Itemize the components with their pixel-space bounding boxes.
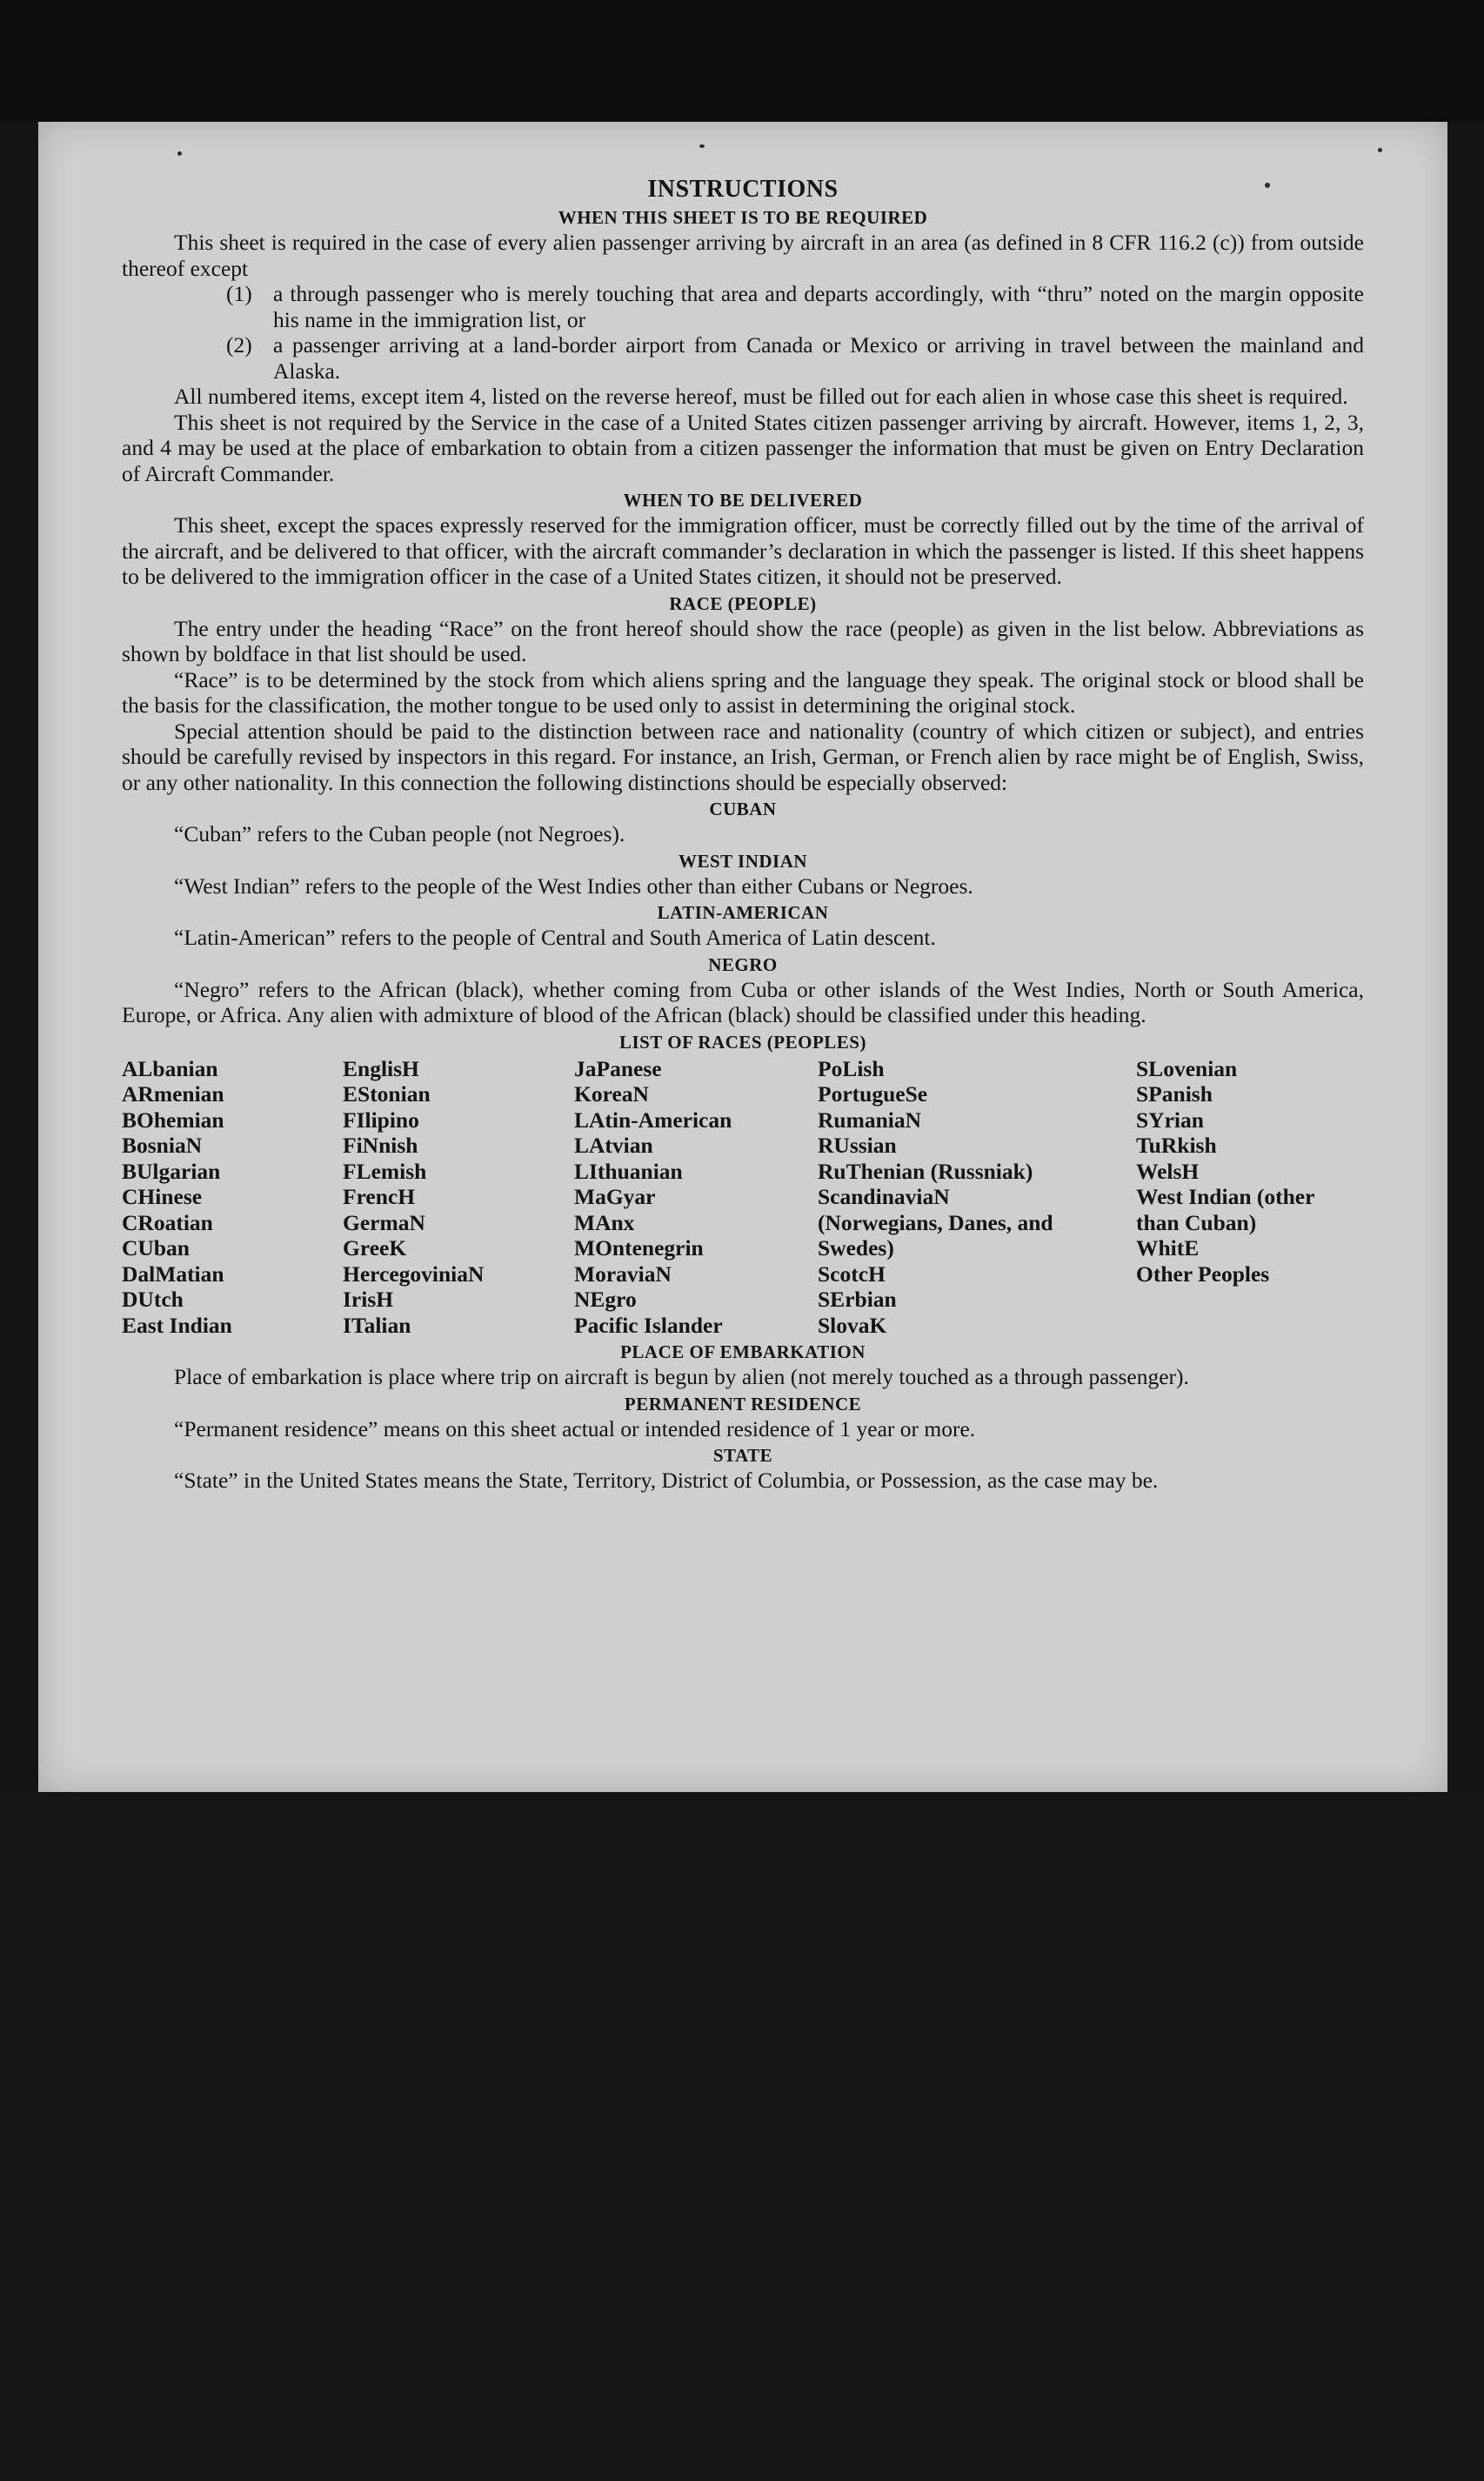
race-column-5 xyxy=(1136,1056,1362,1339)
race-entry: FLemish xyxy=(343,1158,427,1184)
race-entry: West Indian (other than Cuban) xyxy=(1136,1184,1314,1235)
race-entry: ALbanian xyxy=(122,1055,218,1081)
race-entry: BOhemian xyxy=(122,1107,224,1133)
race-entry: East Indian xyxy=(122,1312,232,1338)
race-entry: IrisH xyxy=(343,1287,394,1312)
heading-when-required: WHEN THIS SHEET IS TO BE REQUIRED xyxy=(558,207,928,228)
when-required-intro: This sheet is required in the case of every alien passenger arriving by aircraft in an area (as defined in 8 CFR 116.2 (c)) from outside thereof except xyxy=(122,230,1364,281)
race-entry: WelsH xyxy=(1136,1158,1200,1184)
residence-text: “Permanent residence” means on this sheet actual or intended residence of 1 year or more. xyxy=(174,1415,976,1441)
scan-speck xyxy=(699,144,705,148)
definition-west-indian: “West Indian” refers to the people of the West Indies other than either Cubans or Negroes. xyxy=(174,873,973,899)
scan-speck xyxy=(1378,148,1382,152)
race-entry: DalMatian xyxy=(122,1261,224,1287)
race-entry: FIlipino xyxy=(343,1107,419,1133)
definition-negro: “Negro” refers to the African (black), whether coming from Cuba or other islands of the West Indies, North or South America, Europe, or Africa. Any alien with admixture of blood of the African (black) should be classified under this heading. xyxy=(122,976,1364,1027)
race-column-3 xyxy=(574,1056,818,1339)
exception-text: a passenger arriving at a land-border airport from Canada or Mexico or arriving in travel between the mainland and Alaska. xyxy=(273,332,1364,384)
exception-item-2 xyxy=(122,332,1364,384)
numbered-items-paragraph: All numbered items, except item 4, listed on the reverse hereof, must be filled out for each alien in whose case this sheet is required. xyxy=(174,384,1348,409)
race-entry: Other Peoples xyxy=(1136,1261,1270,1287)
race-entry: GermaN xyxy=(343,1209,425,1235)
race-entry: RuThenian (Russniak) xyxy=(818,1158,1033,1184)
race-entry: PortugueSe xyxy=(818,1081,928,1107)
heading-west-indian: WEST INDIAN xyxy=(678,850,808,872)
instruction-sheet xyxy=(38,122,1447,1792)
heading-when-delivered: WHEN TO BE DELIVERED xyxy=(623,490,863,511)
scan-speck xyxy=(177,151,182,156)
race-entry: NEgro xyxy=(574,1287,637,1312)
definition-latin-american: “Latin-American” refers to the people of Central and South America of Latin descent. xyxy=(174,925,936,950)
heading-negro: NEGRO xyxy=(708,953,778,975)
state-text: “State” in the United States means the State, Territory, District of Columbia, or Possession, as the case may be. xyxy=(174,1468,1159,1493)
heading-latin-american: LATIN-AMERICAN xyxy=(657,902,829,923)
race-entry: BUlgarian xyxy=(122,1158,221,1184)
race-entry: ARmenian xyxy=(122,1081,224,1107)
race-entry: FrencH xyxy=(343,1184,416,1209)
heading-list-of-races: LIST OF RACES (PEOPLES) xyxy=(619,1031,866,1053)
race-entry: ScotcH xyxy=(818,1261,886,1287)
race-entry: JaPanese xyxy=(574,1055,662,1081)
race-entry: CUban xyxy=(122,1235,190,1261)
race-entry: Pacific Islander xyxy=(574,1312,723,1338)
race-entry: GreeK xyxy=(343,1235,407,1261)
race-entry: SLovenian xyxy=(1136,1055,1238,1081)
race-entry: MoraviaN xyxy=(574,1261,672,1287)
heading-race: RACE (PEOPLE) xyxy=(669,592,817,614)
race-entry: RUssian xyxy=(818,1133,897,1158)
exception-number: (1) xyxy=(226,281,252,306)
exception-number: (2) xyxy=(226,332,252,358)
race-entry: LAtvian xyxy=(574,1133,653,1158)
race-entry: EStonian xyxy=(343,1081,431,1107)
race-entry: CRoatian xyxy=(122,1209,213,1235)
exception-text: a through passenger who is merely touching that area and departs accordingly, with “thru” noted on the margin opposite his name in the immigration list, or xyxy=(273,281,1364,332)
race-entry: WhitE xyxy=(1136,1235,1200,1261)
heading-state: STATE xyxy=(712,1445,773,1466)
race-entry: MOntenegrin xyxy=(574,1235,704,1261)
race-entry: SYrian xyxy=(1136,1107,1204,1133)
race-entry: SlovaK xyxy=(818,1312,887,1338)
race-entry: FiNnish xyxy=(343,1133,418,1158)
race-entry: TuRkish xyxy=(1136,1133,1217,1158)
race-list-table xyxy=(122,1056,1364,1339)
scan-background-top xyxy=(0,0,1484,122)
embarkation-text: Place of embarkation is place where trip on aircraft is begun by alien (not merely touched as a through passenger). xyxy=(174,1364,1189,1389)
race-entry: EnglisH xyxy=(343,1055,419,1081)
race-entry: RumaniaN xyxy=(818,1107,922,1133)
race-entry: ScandinaviaN (Norwegians, Danes, and Swedes) xyxy=(818,1184,1053,1261)
race-entry: DUtch xyxy=(122,1287,184,1312)
race-entry: MaGyar xyxy=(574,1184,656,1209)
when-delivered-text: This sheet, except the spaces expressly reserved for the immigration officer, must be correctly filled out by the time of the arrival of the aircraft, and be delivered to that officer, with the aircraft commander’s declaration in which the passenger is listed. If this sheet happens to be delivered to the immigration officer in the case of a United States citizen, it should not be preserved. xyxy=(122,512,1364,589)
race-entry: BosniaN xyxy=(122,1133,203,1158)
race-entry: MAnx xyxy=(574,1209,635,1235)
race-entry: SPanish xyxy=(1136,1081,1213,1107)
race-entry: KoreaN xyxy=(574,1081,649,1107)
race-entry: LIthuanian xyxy=(574,1158,683,1184)
race-column-2 xyxy=(343,1056,574,1339)
race-paragraph-3: Special attention should be paid to the distinction between race and nationality (country of which citizen or subject), and entries should be carefully revised by inspectors in this regard. For instance, an Irish, German, or French alien by race might be of English, Swiss, or any other nationality. In this connection the following distinctions should be especially observed: xyxy=(122,718,1364,795)
definition-cuban: “Cuban” refers to the Cuban people (not Negroes). xyxy=(174,821,625,846)
citizen-paragraph: This sheet is not required by the Service in the case of a United States citizen passenger arriving by aircraft. However, items 1, 2, 3, and 4 may be used at the place of embarkation to obtain from a citizen passenger the information that must be given on Entry Declaration of Aircraft Commander. xyxy=(122,409,1364,486)
scan-background-bottom xyxy=(0,1792,1484,2481)
scan-speck xyxy=(1265,183,1270,188)
heading-cuban: CUBAN xyxy=(709,799,777,819)
race-entry: LAtin-American xyxy=(574,1107,732,1133)
page-title: INSTRUCTIONS xyxy=(647,176,839,203)
race-entry: PoLish xyxy=(818,1055,885,1081)
exception-item-1 xyxy=(122,281,1364,332)
race-entry: SErbian xyxy=(818,1287,897,1312)
race-entry: HercegoviniaN xyxy=(343,1261,485,1287)
race-paragraph-1: The entry under the heading “Race” on the front hereof should show the race (people) as given in the list below. Abbreviations as shown by boldface in that list should be used. xyxy=(122,615,1364,666)
race-paragraph-2: “Race” is to be determined by the stock from which aliens spring and the language they speak. The original stock or blood shall be the basis for the classification, the mother tongue to be used only to assist in determining the original stock. xyxy=(122,666,1364,718)
heading-permanent-residence: PERMANENT RESIDENCE xyxy=(624,1393,862,1414)
race-entry: ITalian xyxy=(343,1312,411,1338)
heading-place-of-embarkation: PLACE OF EMBARKATION xyxy=(620,1341,866,1362)
race-column-4 xyxy=(818,1056,1136,1339)
race-column-1 xyxy=(122,1056,343,1339)
race-entry: CHinese xyxy=(122,1184,203,1209)
